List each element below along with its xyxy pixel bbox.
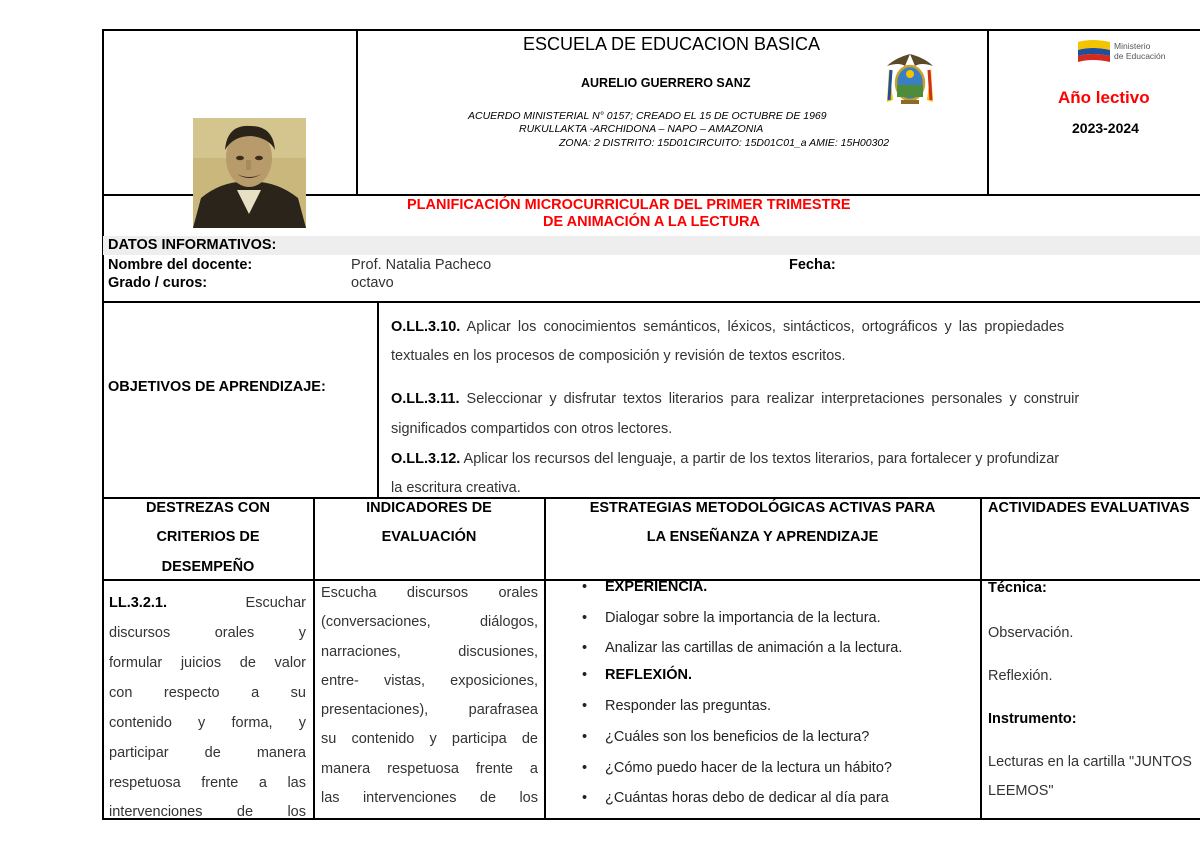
ministerio-line1: Ministerio [1114,41,1151,51]
bullet-icon: • [582,667,588,683]
destreza-block [109,589,306,828]
indicador-line: manera respetuosa frente a [321,760,538,777]
school-subname: AURELIO GUERRERO SANZ [581,76,751,90]
grado-label: Grado / curos: [108,275,208,291]
plan-title-line2: DE ANIMACIÓN A LA LECTURA [543,214,760,230]
estrategia-text: Responder las preguntas. [605,698,772,714]
objetivo-code: O.LL.3.12. [391,451,461,467]
indicador-line: narraciones, discusiones, [321,643,538,660]
estrategia-text: ¿Cuántas horas debo de dedicar al día para [605,790,889,806]
datos-heading: DATOS INFORMATIVOS: [108,237,277,253]
objetivo-2-cont: significados compartidos con otros lectores. [391,421,673,437]
estrategia-text: EXPERIENCIA. [605,579,708,595]
indicador-line: entre- vistas, exposiciones, [321,672,538,689]
destreza-line: con respecto a su [109,684,306,701]
objetivo-code: O.LL.3.11. [391,391,460,407]
zona-line: ZONA: 2 DISTRITO: 15D01CIRCUITO: 15D01C01_a AMIE: 15H00302 [559,137,890,149]
destreza-line: contenido y forma, y [109,714,306,731]
col-destrezas-line3: DESEMPEÑO [161,559,255,575]
tecnica-reflexion: Reflexión. [988,668,1053,684]
destreza-line: formular juicios de valor [109,654,306,671]
col-indicadores-line1: INDICADORES DE [366,500,492,516]
location-line: RUKULLAKTA -ARCHIDONA – NAPO – AMAZONIA [519,123,764,135]
bullet-icon: • [582,698,588,714]
objetivo-code: O.LL.3.10. [391,319,461,335]
objetivo-1 [391,319,1064,335]
col-destrezas-line1: DESTREZAS CON [145,500,271,516]
indicador-block [321,579,538,813]
estrategia-text: Analizar las cartillas de animación a la lectura. [605,640,903,656]
destreza-line: participar de manera [109,744,306,761]
plan-title-line1: PLANIFICACIÓN MICROCURRICULAR DEL PRIMER TRIMESTRE [407,197,851,213]
objetivo-text: Aplicar los conocimientos semánticos, léxicos, sintácticos, ortográficos y las propiedades [460,319,1065,335]
ministerio-logo [1076,38,1196,66]
destreza-code: LL.3.2.1. [109,595,168,611]
objetivos-label: OBJETIVOS DE APRENDIZAJE: [108,379,326,395]
objetivo-text: Aplicar los recursos del lenguaje, a partir de los textos literarios, para fortalecer y profundizar [460,451,1060,467]
col-actividades: ACTIVIDADES EVALUATIVAS [988,500,1190,516]
estrategia-text: Dialogar sobre la importancia de la lectura. [605,610,881,626]
destreza-line: intervenciones de los [109,804,306,821]
estrategia-text: ¿Cuáles son los beneficios de la lectura? [605,729,870,745]
indicador-line: su contenido y participa de [321,731,538,748]
objetivo-3-cont: la escritura creativa. [391,480,521,496]
col-estrategias-line2: LA ENSEÑANZA Y APRENDIZAJE [646,529,879,545]
destreza-line: respetuosa frente a las [109,774,306,791]
bullet-icon: • [582,610,588,626]
bullet-icon: • [582,579,588,595]
tecnica-label: Técnica: [988,580,1047,596]
acuerdo-line: ACUERDO MINISTERIAL N° 0157; CREADO EL 15 DE OCTUBRE DE 1969 [468,110,827,122]
instrumento-label: Instrumento: [988,711,1077,727]
destreza-line: discursos orales y [109,625,306,641]
tecnica-observacion: Observación. [988,625,1074,641]
objetivo-1-cont: textuales en los procesos de composición y revisión de textos escritos. [391,348,846,364]
fecha-label: Fecha: [789,257,836,273]
coat-of-arms-icon [885,52,935,108]
bullet-icon: • [582,729,588,745]
docente-value: Prof. Natalia Pacheco [351,257,492,273]
bullet-icon: • [582,790,588,806]
docente-label: Nombre del docente: [108,257,253,273]
indicador-line: las intervenciones de los [321,790,538,807]
col-indicadores-line2: EVALUACIÓN [381,529,477,545]
instrumento-line2: LEEMOS" [988,783,1054,799]
ministerio-line2: de Educación [1114,51,1166,61]
school-name: ESCUELA DE EDUCACION BASICA [522,34,821,54]
year-label: Año lectivo [1058,88,1150,107]
portrait-photo [193,118,306,228]
col-estrategias-line1: ESTRATEGIAS METODOLÓGICAS ACTIVAS PARA [589,500,936,516]
objetivo-3 [391,451,1059,467]
year-value: 2023-2024 [1072,120,1139,136]
estrategia-text: ¿Cómo puedo hacer de la lectura un hábito? [605,760,892,776]
indicador-line: (conversaciones, diálogos, [321,614,538,631]
col-destrezas-line2: CRITERIOS DE [156,529,260,545]
indicador-line: presentaciones), parafrasea [321,702,538,719]
objetivo-text: Seleccionar y disfrutar textos literarios para realizar interpretaciones personales y construir [459,391,1080,407]
destreza-first-word: Escuchar [245,595,306,611]
instrumento-line1: Lecturas en la cartilla "JUNTOS [988,754,1192,770]
grado-value: octavo [351,275,394,291]
estrategia-text: REFLEXIÓN. [605,667,693,683]
indicador-line: Escucha discursos orales [321,585,538,601]
objetivo-2 [391,391,1079,407]
bullet-icon: • [582,640,588,656]
bullet-icon: • [582,760,588,776]
